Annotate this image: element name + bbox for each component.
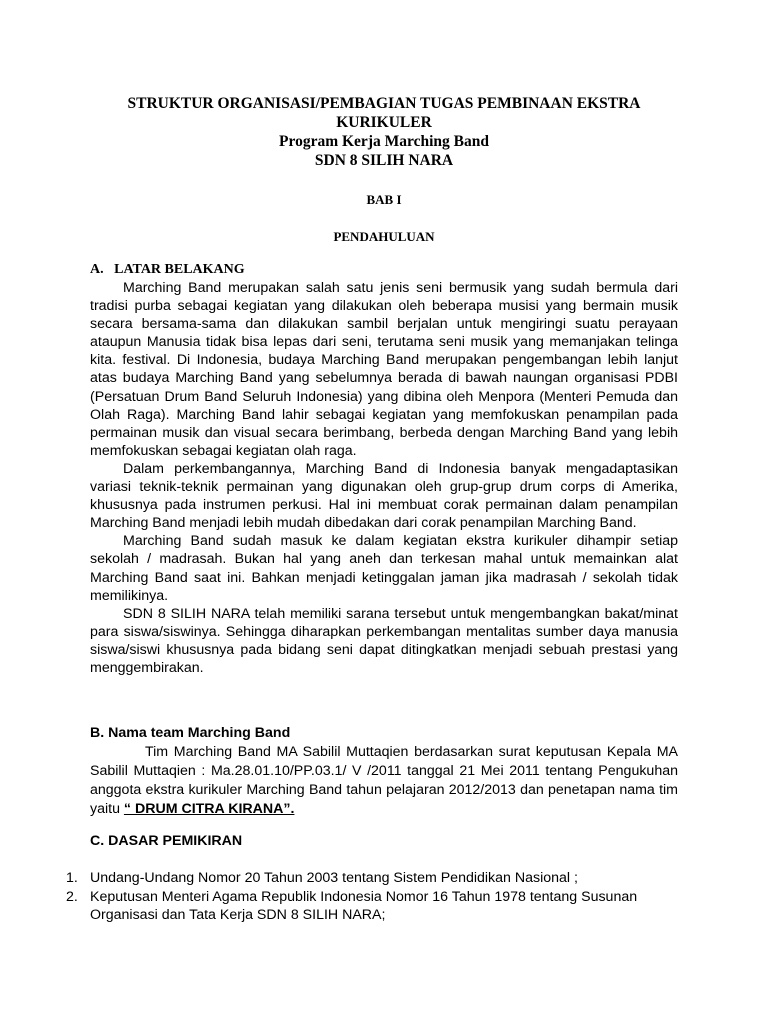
chapter-number: BAB I: [366, 192, 402, 207]
paragraph-1: Marching Band merupakan salah satu jenis seni bermusik yang sudah bermula dari tradisi purba sebagai kegiatan yang dilakukan oleh beberapa musisi yang bermain musik secara bersama-sama dan dilakukan sambil berjalan untuk mengiringi suatu perayaan ataupun Manusia tidak bisa lepas dari seni, terutama seni musik yang memanjakan telinga kita. festival. Di Indonesia, budaya Marching Band merupakan pengembangan lebih lanjut atas budaya Marching Band yang sebelumnya berada di bawah naungan organisasi PDBI (Persatuan Drum Band Seluruh Indonesia) yang dibina oleh Menpora (Menteri Pemuda dan Olah Raga). Marching Band lahir sebagai kegiatan yang memfokuskan penampilan pada permainan musik dan visual secara berimbang, berbeda dengan Marching Band yang lebih memfokuskan sebagai kegiatan olah raga.: [90, 280, 678, 459]
list-item-text: Keputusan Menteri Agama Republik Indonesia Nomor 16 Tahun 1978 tentang Susunan Organisasi dan Tata Kerja SDN 8 SILIH NARA;: [90, 888, 638, 923]
title-line-1: STRUKTUR ORGANISASI/PEMBAGIAN TUGAS PEMBINAAN EKSTRA: [127, 95, 641, 112]
list-item-number: 1.: [66, 870, 78, 886]
team-name: “ DRUM CITRA KIRANA”.: [123, 801, 295, 817]
section-b-text: Tim Marching Band MA Sabilil Muttaqien berdasarkan surat keputusan Kepala MA Sabilil Muttaqien : Ma.28.01.10/PP.03.1/ V /2011 tanggal 21 Mei 2011 tentang Pengukuhan anggota ekstra kurikuler Marching Band tahun pelajaran 2012/2013 dan penetapan nama tim yaitu: [90, 744, 678, 817]
list-item: [66, 888, 678, 925]
paragraph-3: Marching Band sudah masuk ke dalam kegiatan ekstra kurikuler dihampir setiap sekolah / madrasah. Bukan hal yang aneh dan terkesan mahal untuk memainkan alat Marching Band saat ini. Bahkan menjadi ketinggalan jaman jika madrasah / sekolah tidak memilikinya.: [90, 533, 678, 604]
section-c-heading: C. DASAR PEMIKIRAN: [90, 833, 243, 849]
document-title: [90, 94, 678, 170]
list-item: [66, 869, 678, 888]
section-b-heading: B. Nama team Marching Band: [90, 725, 291, 741]
section-a-heading: A. LATAR BELAKANG: [90, 262, 245, 277]
section-a-body: [90, 279, 678, 677]
list-item-number: 2.: [66, 888, 78, 905]
chapter-name: PENDAHULUAN: [333, 229, 435, 244]
paragraph-2: Dalam perkembangannya, Marching Band di Indonesia banyak mengadaptasikan variasi teknik-teknik permainan yang digunakan oleh grup-grup drum corps di Amerika, khususnya pada instrumen perkusi. Hal ini membuat corak permainan dalam penampilan Marching Band menjadi lebih mudah dibedakan dari corak penampilan Marching Band.: [90, 460, 678, 532]
legal-basis-list: [66, 869, 678, 925]
section-b-body: [90, 743, 678, 819]
title-line-2: KURIKULER: [336, 114, 432, 131]
paragraph-4: SDN 8 SILIH NARA telah memiliki sarana tersebut untuk mengembangkan bakat/minat para siswa/siswinya. Sehingga diharapkan perkembangan mentalitas sumber daya manusia siswa/siswi khususnya pada bidang seni dapat ditingkatkan menjadi sebuah prestasi yang menggembirakan.: [90, 605, 678, 676]
list-item-text: Undang-Undang Nomor 20 Tahun 2003 tentang Sistem Pendidikan Nasional ;: [90, 870, 578, 886]
school-name: SDN 8 SILIH NARA: [314, 152, 454, 169]
program-title: Program Kerja Marching Band: [279, 133, 489, 150]
